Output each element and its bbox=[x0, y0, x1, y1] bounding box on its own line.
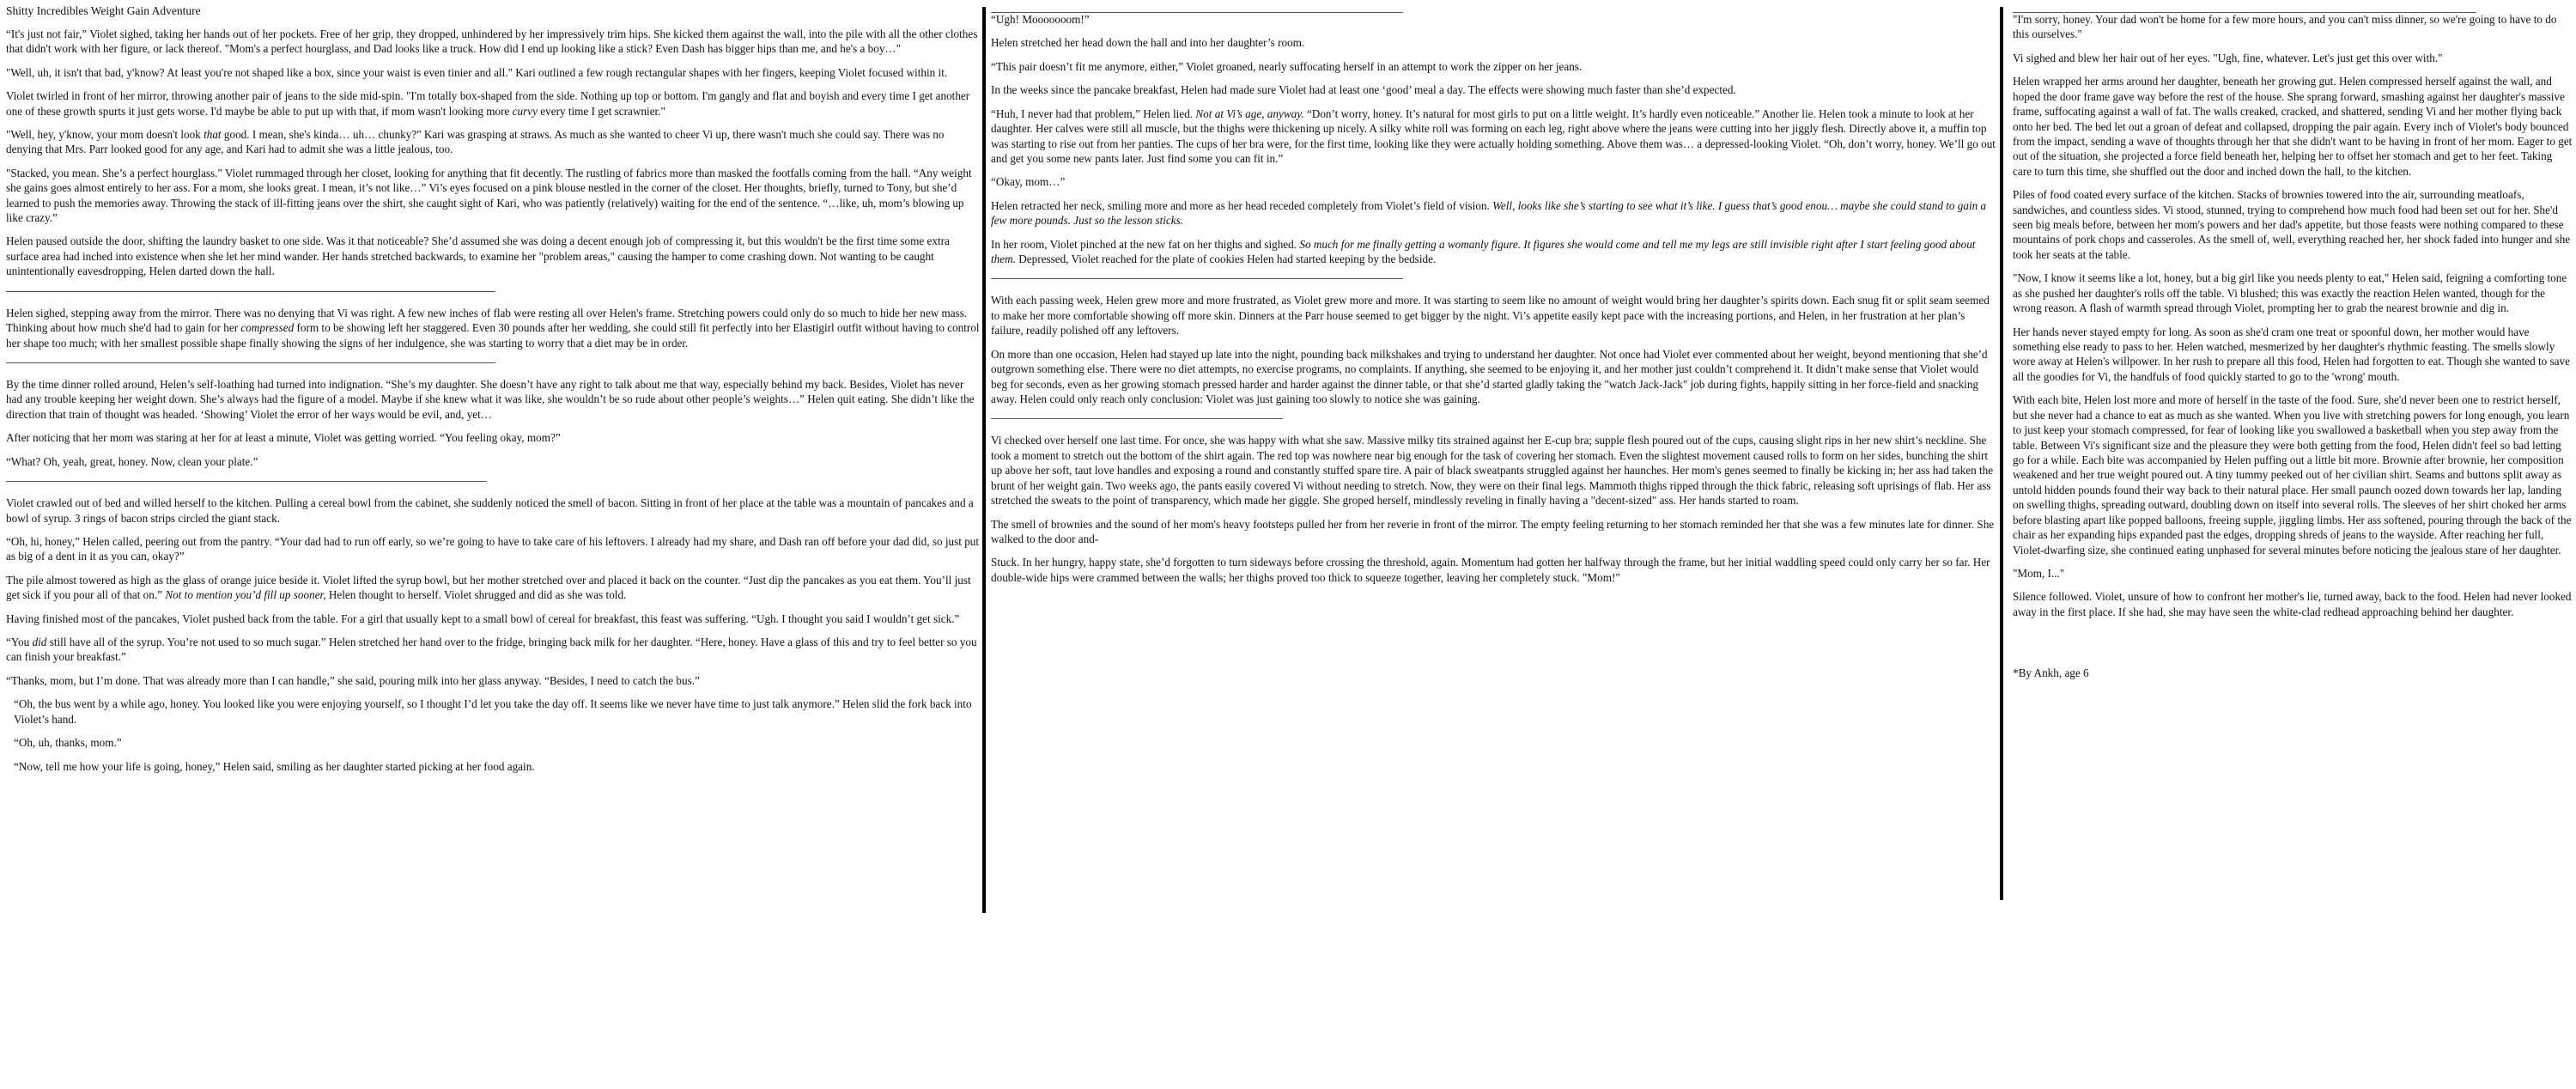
story-paragraph: “Oh, the bus went by a while ago, honey. You looked like you were enjoying yourself, so I thought I’d let you take the day off. It seems like we never have time to just talk anymore.” Helen slid the fork back into Violet’s hand. bbox=[14, 697, 972, 726]
story-paragraph: “Thanks, mom, but I’m done. That was already more than I can handle,” she said, pouring milk into her glass anyway. “Besides, I need to catch the bus.” bbox=[6, 673, 700, 687]
story-paragraph: “What? Oh, yeah, great, honey. Now, clean your plate.” bbox=[6, 454, 258, 468]
section-divider bbox=[6, 362, 495, 363]
page-title: Shitty Incredibles Weight Gain Adventure bbox=[6, 4, 201, 17]
story-paragraph: With each passing week, Helen grew more and more frustrated, as Violet grew more and more. It was starting to seem like no amount of weight would bring her daughter’s spirits down. Each snug fit or split seam seemed to make her more comfortable showing off more skin. Dinners at the Parr house seemed to get bigger by the night. Vi’s appetite easily kept pace with the increasing portions, and Helen, in her frustration at her plan’s failure, readily polished off any leftovers. bbox=[991, 294, 1990, 338]
story-paragraph: Having finished most of the pancakes, Violet pushed back from the table. For a girl that usually kept to a small bowl of cereal for breakfast, this feast was suffering. “Ugh. I thought you said I wouldn’t get sick.” bbox=[6, 611, 960, 625]
story-paragraph: “This pair doesn’t fit me anymore, either,” Violet groaned, nearly suffocating herself in an attempt to work the zipper on her jeans. bbox=[991, 59, 1583, 73]
section-divider bbox=[6, 481, 487, 482]
column-divider bbox=[982, 7, 986, 913]
story-paragraph: “Oh, hi, honey,” Helen called, peering out from the pantry. “Your dad had to run off early, so we’re going to have to take care of his leftovers. I already had my share, and Dash ran off before your dad did, so just put as big of a dent in it as you can, okay?” bbox=[6, 534, 980, 563]
story-paragraph: “Now, tell me how your life is going, honey,” Helen said, smiling as her daughter started picking at her food again. bbox=[14, 759, 535, 773]
section-divider bbox=[991, 278, 1403, 279]
story-column-1 bbox=[6, 3, 981, 782]
story-paragraph: "Well, hey, y'know, your mom doesn't look that good. I mean, she's kinda… uh… chunky?" Kari was grasping at straws. As much as she wanted to cheer Vi up, there wasn't much she could say. There was no denying that Mrs. Parr looked good for any age, and Kari had to admit she was a little jealous, too. bbox=[6, 127, 945, 156]
story-paragraph: Vi checked over herself one last time. For once, she was happy with what she saw. Massive milky tits strained against her E-cup bra; supple flesh poured out of the cups, causing slight rips in her new shirt’s neckline. She took a moment to stretch out the bottom of the shirt again. The red top was nowhere near big enough for the task of covering her stomach. Even the slightest movement caused rolls to form on her sides, bunching the shirt up above her soft, taut love handles and exposing a round and constantly stuffed spare tire. A pair of black sweatpants struggled against her haunches. Her mom's genes seemed to finally be kicking in; her ass had taken the brunt of her weight gain. Two weeks ago, the pants easily covered Vi without needing to stretch. Now, they were on their final legs. Mammoth thighs ripped through the thick fabric, releasing soft uprisings of flab. Her ass stretched the sweats to the point of transparency, which made her giggle. She groped herself, mindlessly reveling in finally having a "decent-sized" ass. Her hands started to roam. bbox=[991, 434, 1994, 508]
story-column-2 bbox=[991, 12, 1996, 593]
story-paragraph: The pile almost towered as high as the glass of orange juice beside it. Violet lifted the syrup bowl, but her mother stretched over and placed it back on the counter. “Just dip the pancakes as you eat them. You’ll just get sick if you pour all of that on.” Not to mention you’d fill up sooner, Helen thought to herself. Violet shrugged and did as she was told. bbox=[6, 573, 971, 602]
column-body bbox=[2013, 12, 2573, 619]
story-paragraph: The smell of brownies and the sound of her mom's heavy footsteps pulled her from her reverie in front of the mirror. The empty feeling returning to her stomach reminded her that she was a few minutes late for dinner. She walked to the door and- bbox=[991, 517, 1995, 545]
story-paragraph: “It's just not fair,” Violet sighed, taking her hands out of her pockets. Free of her grip, they dropped, unhindered by her impressively trim hips. She kicked them against the wall, into the pile with all the other clothes that didn't work with her figure, or lack thereof. "Mom's a perfect hourglass, and Dad looks like a truck. How did I end up looking like a stick? Even Dash has bigger hips than me, and he's a boy…" bbox=[6, 27, 978, 56]
story-paragraph: After noticing that her mom was staring at her for at least a minute, Violet was getting worried. “You feeling okay, mom?” bbox=[6, 431, 561, 445]
story-paragraph: “You did still have all of the syrup. You’re not used to so much sugar.” Helen stretched her hand over to the fridge, bringing back milk for her daughter. “Here, honey. Have a glass of this and try to feel better so you can finish your breakfast.” bbox=[6, 636, 977, 664]
story-paragraph: Helen paused outside the door, shifting the laundry basket to one side. Was it that noticeable? She’d assumed she was doing a decent enough job of compressing it, but this wouldn't be the first time some extra surface area had inched into existence when she let her mind wander. Her hands stretched backwards, to examine her "problem areas," causing the hamper to come crashing down. Not wanting to be caught unintentionally eavesdropping, Helen darted down the hall. bbox=[6, 234, 950, 278]
story-paragraph: Silence followed. Violet, unsure of how to confront her mother's lie, turned away, back to the food. Helen had never looked away in the first place. If she had, she may have seen the white-clad redhead approaching behind her daughter. bbox=[2013, 590, 2572, 618]
story-paragraph: “Okay, mom…” bbox=[991, 175, 1066, 189]
story-paragraph: On more than one occasion, Helen had stayed up late into the night, pounding back milkshakes and trying to understand her daughter. Not once had Violet ever commented about her weight, beyond mentioning that she’d outgrown something else. There were no diet attempts, no exercise programs, no complaints. If anything, she seemed to be enjoying it, and her mother just couldn’t comprehend it. It didn’t make sense that Violet would beg for seconds, even as her growing stomach pressed harder and harder against the dinner table, or that she’d started gladly taking the "watch Jack-Jack" job during fights, happily sitting in her force-field and snacking away. Helen could only reach only conclusion: Violet was just gaining too slowly to notice she was gaining. bbox=[991, 347, 1988, 406]
section-divider bbox=[991, 418, 1283, 419]
story-paragraph: “Huh, I never had that problem,” Helen lied. Not at Vi’s age, anyway. “Don’t worry, honey. It’s natural for most girls to put on a little weight. It’s hardly even noticeable.” Another lie. Helen took a minute to look at her daughter. Her calves were still all muscle, but the thighs were thickening up nicely. A silky white roll was forming on each leg, right above where the jeans were cutting into her jiggly flesh. Directly above it, a muffin top was starting to rise out from her panties. The cups of her bra were, for the first time, looking like they were actually holding something. Above them was… a depressed-looking Violet. “Oh, don’t worry, honey. We’ll go out and get you some new pants later. Just find some you can fit in.” bbox=[991, 106, 1996, 165]
story-paragraph: Stuck. In her hungry, happy state, she’d forgotten to turn sideways before crossing the threshold, again. Momentum had gotten her halfway through the frame, but her initial waddling speed could only carry her so far. Her double-wide hips were crammed between the walls; her thighs proved too thick to squeeze together, leaving her completely stuck. "Mom!" bbox=[991, 556, 1990, 584]
story-paragraph: "Mom, I..." bbox=[2013, 566, 2065, 580]
story-paragraph: "Stacked, you mean. She’s a perfect hourglass." Violet rummaged through her closet, looking for anything that fit decently. The rustling of fabrics more than masked the footfalls coming from the hall. “Any weight she gains goes almost entirely to her ass. For a mom, she looks great. I mean, it’s not like…” Vi’s eyes focused on a pink blouse nestled in the corner of the closet. Her thoughts, briefly, turned to Tony, but she’d learned to push the memories away. Throwing the stack of ill-fitting jeans over the shirt, she caught sight of Kari, who was patiently (relatively) waiting for the end of the sentence. “…like, uh, mom’s blowing up like crazy.” bbox=[6, 166, 972, 225]
story-paragraph: With each bite, Helen lost more and more of herself in the taste of the food. Sure, she'd never been one to restrict herself, but she never had a chance to eat as much as she wanted. When you live with stretching powers for long enough, you learn to just keep your stomach compressed, for fear of looking like you swallowed a basketball when you step away from the table. Between Vi's significant size and the pleasure they were both getting from the food, Helen didn't feel so bad letting go for a while. Each bite was accompanied by Helen puffing out a little bit more. Brownie after brownie, her composition weakened and her true weight poured out. A tiny tummy peeked out of her civilian shirt. Seams and buttons split away as untold hidden pounds found their way back to their natural place. Her small paunch oozed down towards her lap, landing on swelling thighs, spreading outward, doubling down on itself into several rolls. The sleeves of her shirt choked her arms before blasting apart like popped balloons, freeing supple, jiggling limbs. Her ass softened, pouring through the back of the chair as her expanding hips expanded past the edges, dropping shreds of jeans to the wayside. After reaching her full, Violet-dwarfing size, she continued eating unphased for several minutes before noticing the jealous stare of her daughter. bbox=[2013, 393, 2572, 557]
story-paragraph: "Well, uh, it isn't that bad, y'know? At least you're not shaped like a box, since your waist is even tinier and all." Kari outlined a few rough rectangular shapes with her fingers, keeping Violet focused within it. bbox=[6, 65, 948, 79]
story-paragraph: Vi sighed and blew her hair out of her eyes. "Ugh, fine, whatever. Let's just get this over with." bbox=[2013, 51, 2443, 64]
story-paragraph: Her hands never stayed empty for long. As soon as she'd cram one treat or spoonful down, her mother would have something else ready to pass to her. Helen watched, mesmerized by her daughter's rhythmic feasting. The smells slowly wore away at Helen's willpower. In her rush to prepare all this food, Helen had forgotten to eat. Though she wanted to save all the goodies for Vi, the handfuls of food quickly started to go to the 'wrong' mouth. bbox=[2013, 325, 2570, 383]
section-divider bbox=[6, 291, 495, 292]
column-divider bbox=[2000, 7, 2003, 900]
story-paragraph: “Oh, uh, thanks, mom.” bbox=[14, 736, 122, 750]
story-paragraph: In her room, Violet pinched at the new fat on her thighs and sighed. So much for me finally getting a womanly figure. It figures she would come and tell me my legs are still invisible right after I start feeling good about them. Depressed, Violet reached for the plate of cookies Helen had started keeping by the bedside. bbox=[991, 237, 1976, 266]
story-paragraph: Helen retracted her neck, smiling more and more as her head receded completely from Violet’s field of vision. Well, looks like she’s starting to see what it’s like. I guess that’s good enou… maybe she could stand to gain a few more pounds. Just so the lesson sticks. bbox=[991, 198, 1987, 228]
story-paragraph: “Ugh! Mooooooom!” bbox=[991, 13, 1090, 26]
story-paragraph: By the time dinner rolled around, Helen’s self-loathing had turned into indignation. “She’s my daughter. She doesn’t have any right to talk about me that way, especially behind my back. Besides, Violet has never had any trouble keeping her weight down. She’s always had the figure of a model. Maybe if she knew what it was like, she wouldn’t be so rude about other people’s weights…” Helen quit eating. She didn’t like the direction that train of thought was headed. ‘Showing’ Violet the error of her ways would be evil, and, yet… bbox=[6, 377, 975, 421]
byline: *By Ankh, age 6 bbox=[2013, 666, 2089, 680]
story-paragraph: Helen stretched her head down the hall and into her daughter’s room. bbox=[991, 36, 1305, 50]
story-paragraph: Violet crawled out of bed and willed herself to the kitchen. Pulling a cereal bowl from the cabinet, she suddenly noticed the smell of bacon. Sitting in front of her place at the table was a mountain of pancakes and a bowl of syrup. 3 rings of bacon strips circled the giant stack. bbox=[6, 496, 974, 525]
story-paragraph: Helen wrapped her arms around her daughter, beneath her growing gut. Helen compressed herself against the wall, and hoped the door frame gave way before the rest of the house. She sprang forward, smashing against her daughter's massive frame, suffocating against a wall of fat. The walls creaked, cracked, and shattered, sending Vi and her mother flying back onto her bed. The bed let out a groan of defeat and collapsed, dropping the pair again. Every inch of Violet's body bounced from the impact, sending a wave of thoughts through her that she didn't want to be having in front of her mom. Eager to get out of the situation, she projected a force field beneath her, helping her to offset her stomach and get to her feet. Taking care to turn this time, she shuffled out the door and inched down the hall, to the kitchen. bbox=[2013, 75, 2573, 178]
story-paragraph: "I'm sorry, honey. Your dad won't be home for a few more hours, and you can't miss dinner, so we're going to have to do this ourselves." bbox=[2013, 13, 2557, 41]
column-body bbox=[991, 12, 1996, 585]
story-paragraph: In the weeks since the pancake breakfast, Helen had made sure Violet had at least one ‘good’ meal a day. The effects were showing much faster than she’d expected. bbox=[991, 83, 1736, 97]
story-paragraph: Piles of food coated every surface of the kitchen. Stacks of brownies towered into the air, surrounding meatloafs, sandwiches, and countless sides. Vi stood, stunned, trying to comprehend how much food had been set out for her. She'd seen big meals before, between her mom's powers and her dad's appetite, but those feasts were nothing compared to these mountains of pork chops and casseroles. As the smell of, well, everything reached her, her shock faded into hunger and she took her seats at the table. bbox=[2013, 188, 2571, 261]
story-paragraph: Helen sighed, stepping away from the mirror. There was no denying that Vi was right. A few new inches of flab were resting all over Helen's frame. Stretching powers could only do so much to hide her new mass. Thinking about how much she'd had to gain for her compressed form to be showing left her staggered. Even 30 pounds after her wedding, she could still fit perfectly into her Elastigirl outfit without having to control her shape too much; with her smallest possible shape finally showing the signs of her indulgence, she was starting to worry that a diet may be in order. bbox=[6, 306, 980, 350]
story-column-3 bbox=[2013, 12, 2573, 681]
column-body bbox=[6, 27, 981, 774]
story-paragraph: "Now, I know it seems like a lot, honey, but a big girl like you needs plenty to eat," Helen said, feigning a comforting tone as she pushed her daughter's rolls off the table. Vi blushed; this was exactly the reaction Helen wanted, though for the wrong reason. A flash of warmth spread through Violet, prompting her to grab the nearest brownie and dig in. bbox=[2013, 271, 2567, 315]
story-paragraph: Violet twirled in front of her mirror, throwing another pair of jeans to the side mid-spin. "I'm totally box-shaped from the side. Nothing up top or bottom. I'm gangly and flat and boyish and every time I get another one of these growth spurts it just gets worse. I'd maybe be able to put up with that, if mom wasn't looking more curvy every time I get scrawnier." bbox=[6, 89, 970, 118]
